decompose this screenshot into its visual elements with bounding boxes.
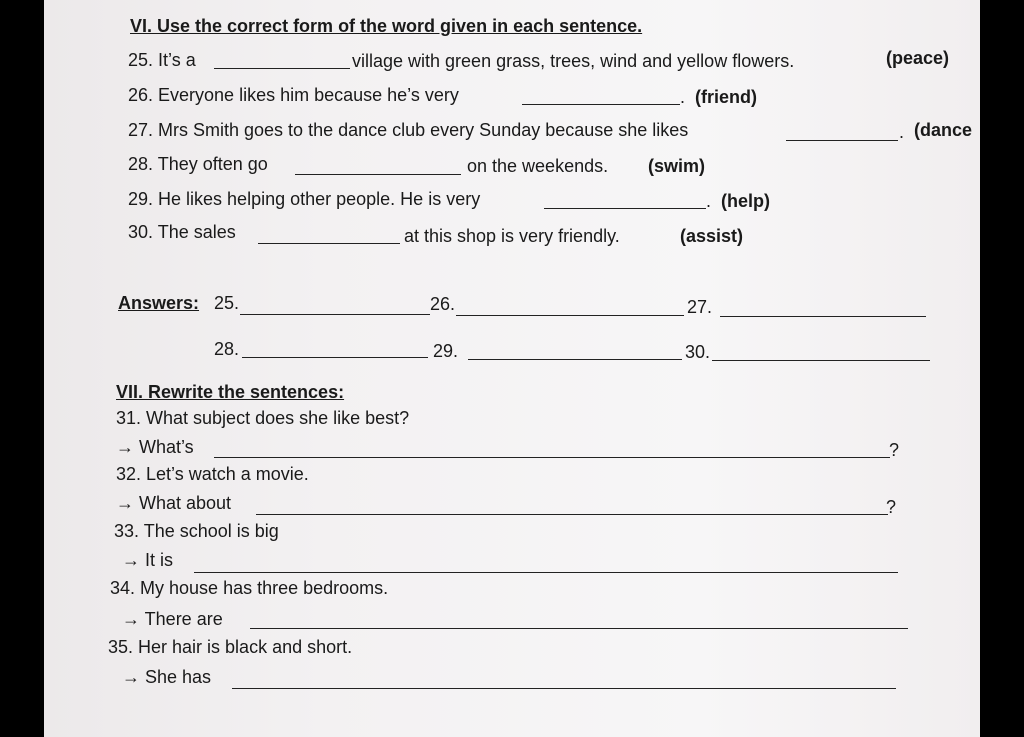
question-32: 32. Let’s watch a movie. xyxy=(116,464,309,484)
question-26-start: 26. Everyone likes him because he’s very xyxy=(128,85,459,105)
question-27-end: . xyxy=(899,122,905,142)
answers-label: Answers: xyxy=(118,293,200,313)
question-30-blank[interactable] xyxy=(258,243,400,244)
question-28-end: on the weekends. xyxy=(467,156,609,176)
question-30-hint: (assist) xyxy=(680,226,744,246)
question-32-blank[interactable] xyxy=(256,514,888,515)
question-34: 34. My house has three bedrooms. xyxy=(110,578,389,598)
question-33: 33. The school is big xyxy=(114,521,279,541)
question-25-end: village with green grass, trees, wind and yellow flowers. xyxy=(352,51,795,71)
question-35-blank[interactable] xyxy=(232,688,896,689)
question-29-blank[interactable] xyxy=(544,208,706,209)
answer-27-number: 27. xyxy=(687,297,713,317)
question-35-prefix: → She has xyxy=(122,667,212,687)
question-25-hint: (peace) xyxy=(886,48,950,68)
question-31-end: ? xyxy=(889,440,900,460)
worksheet-page xyxy=(44,0,980,737)
question-29-start: 29. He likes helping other people. He is very xyxy=(128,189,481,209)
question-27-hint: (dance xyxy=(914,120,973,140)
question-26-blank[interactable] xyxy=(522,104,680,105)
question-30-end: at this shop is very friendly. xyxy=(404,226,620,246)
answer-29-number: 29. xyxy=(433,341,459,361)
answer-26-number: 26. xyxy=(430,294,456,314)
question-35: 35. Her hair is black and short. xyxy=(108,637,353,657)
question-27-start: 27. Mrs Smith goes to the dance club every Sunday because she likes xyxy=(128,120,689,140)
question-33-blank[interactable] xyxy=(194,572,898,573)
answer-25-blank[interactable] xyxy=(240,314,430,315)
section-7-heading: VII. Rewrite the sentences: xyxy=(116,382,345,402)
question-31: 31. What subject does she like best? xyxy=(116,408,410,428)
answer-30-blank[interactable] xyxy=(712,360,930,361)
question-28-hint: (swim) xyxy=(648,156,706,176)
question-28-blank[interactable] xyxy=(295,174,461,175)
question-29-hint: (help) xyxy=(721,191,770,211)
question-31-prefix: → What’s xyxy=(116,437,194,457)
question-34-blank[interactable] xyxy=(250,628,908,629)
question-32-prefix: → What about xyxy=(116,493,232,513)
question-33-prefix: → It is xyxy=(122,550,174,570)
question-32-end: ? xyxy=(886,497,897,517)
question-28-start: 28. They often go xyxy=(128,154,268,174)
answer-30-number: 30. xyxy=(685,342,711,362)
question-31-blank[interactable] xyxy=(214,457,890,458)
question-30-start: 30. The sales xyxy=(128,222,236,242)
question-25-start: 25. It’s a xyxy=(128,50,196,70)
question-34-prefix: → There are xyxy=(122,609,223,629)
question-27-blank[interactable] xyxy=(786,140,898,141)
answer-25-number: 25. xyxy=(214,293,240,313)
answer-27-blank[interactable] xyxy=(720,316,926,317)
question-25-blank[interactable] xyxy=(214,68,350,69)
section-6-heading: VI. Use the correct form of the word given in each sentence. xyxy=(130,16,643,36)
question-29-end: . xyxy=(706,191,712,211)
question-26-end: . xyxy=(680,87,686,107)
answer-28-number: 28. xyxy=(214,339,240,359)
answer-26-blank[interactable] xyxy=(456,315,684,316)
question-26-hint: (friend) xyxy=(695,87,757,107)
answer-28-blank[interactable] xyxy=(242,357,428,358)
answer-29-blank[interactable] xyxy=(468,359,682,360)
